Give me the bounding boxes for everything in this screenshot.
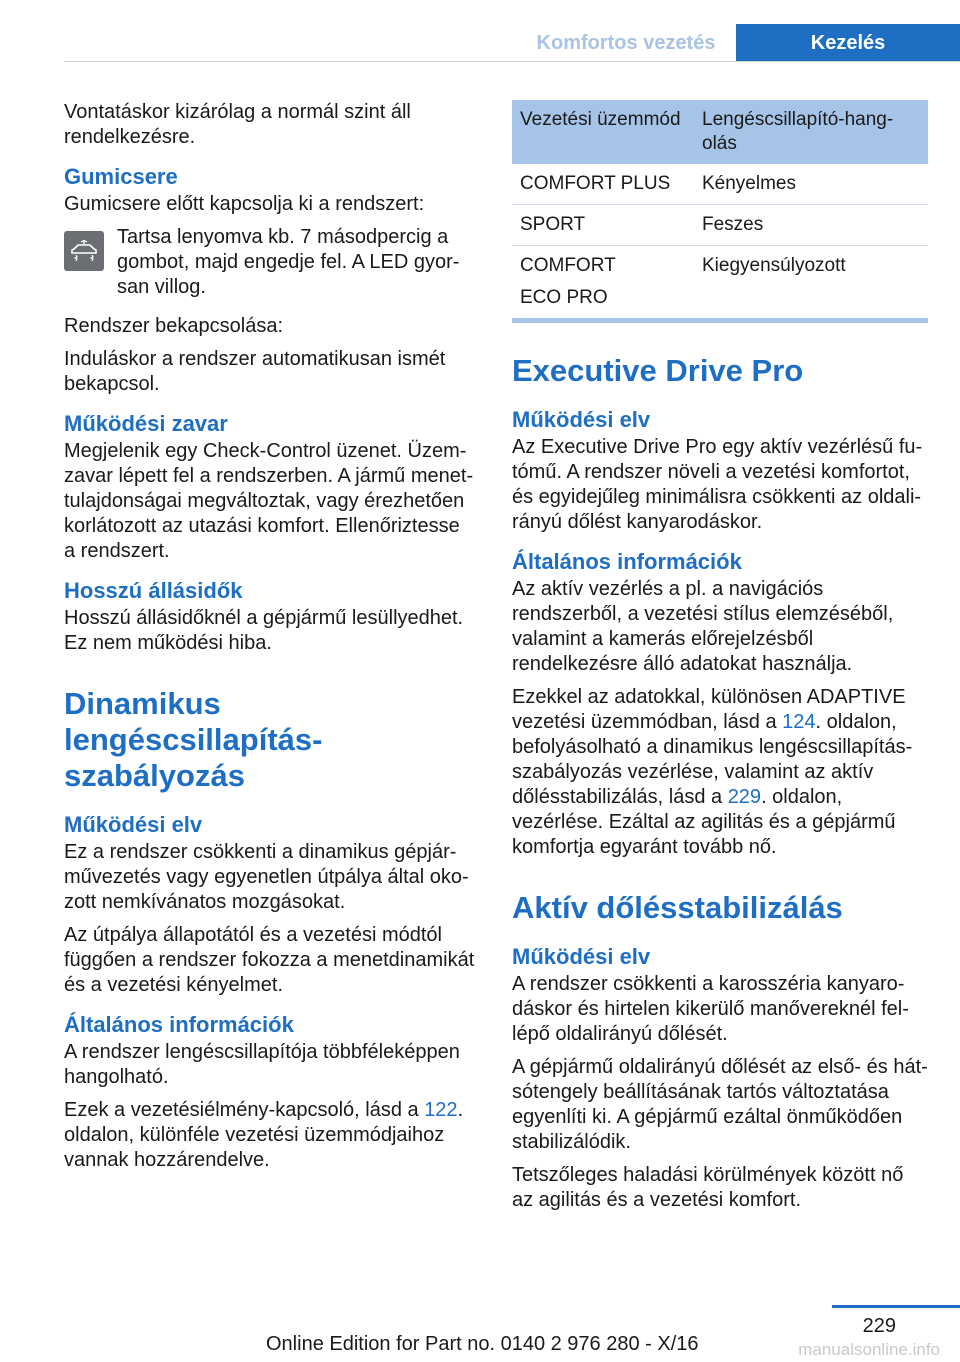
dinamikus-elv-p1: Ez a rendszer csökkenti a dinamikus gépjárművezetés vagy egyenetlen útpálya által okozott nemkívánatos mozgásokat. (64, 841, 469, 913)
dinamikus-elv-p2: Az útpálya állapotától és a vezetési módtól függően a rendszer fokozza a menetdinamikát és a vezetési kényelmet. (64, 924, 475, 996)
table-cell-tuning: Feszes (694, 205, 928, 246)
edp-info-p2 (512, 685, 928, 860)
watermark: manualsonline.info (798, 1340, 940, 1359)
gumicsere-instruction-text: Tartsa lenyomva kb. 7 másodpercig a gombot, majd engedje fel. A LED gyorsan villog. (117, 226, 460, 298)
table-row (512, 164, 928, 205)
table-cell-mode (512, 246, 694, 321)
adst-p1: A rendszer csökkenti a karosszéria kanyarodáskor és hirtelen kikerülő manővereknél fellépő oldalirányú dőlését. (512, 973, 909, 1045)
page-number: 229 (862, 1315, 896, 1337)
mode-line-2: ECO PRO (520, 287, 608, 308)
gumicsere-text: Gumicsere előtt kapcsolja ki a rendszert: (64, 193, 425, 215)
dinamikus-info-p2 (64, 1098, 476, 1173)
table-header-tuning: Lengéscsillapító-hangolás (694, 100, 928, 164)
table-cell-mode (512, 164, 694, 205)
edition-text: Online Edition for Part no. 0140 2 976 280 - X/16 (266, 1333, 699, 1355)
adst-heading: Aktív dőlésstabilizálás (512, 890, 843, 925)
dinamikus-info-p1: A rendszer lengéscsillapítója többféleképpen hangolható. (64, 1041, 460, 1088)
edp-info-part-b: . oldalon, befolyásolható a dinamikus lengéscsillapítás-szabályozás vezérlése, valamint az aktív dőlésstabilizálás, lásd a (512, 711, 913, 808)
page-link-122[interactable]: 122 (424, 1099, 458, 1121)
mode-line: COMFORT PLUS (520, 173, 671, 194)
info-p2-part-b: . oldalon, különféle vezetési üzemmódjaihoz vannak hozzárendelve. (64, 1099, 464, 1171)
edp-info-heading: Általános információk (512, 549, 742, 574)
table-header-row (512, 100, 928, 164)
left-column (64, 100, 476, 1181)
adst-p2: A gépjármű oldalirányú dőlését az első- és hátsótengely beállításának tartós változtatása egyenlíti ki. A gépjármű ezáltal önműködően stabilizálódik. (512, 1056, 928, 1153)
zavar-text: Megjelenik egy Check-Control üzenet. Üzemzavar lépett fel a rendszerben. A jármű menettulajdonságai megváltoztak, vagy érezhetően korlátozott az utazási komfort. Ellenőriztesse a rendszert. (64, 440, 474, 562)
suspension-car-icon (64, 231, 104, 271)
allasido-heading: Hosszú állásidők (64, 578, 243, 603)
header-section-title: Komfortos vezetés (536, 31, 716, 54)
table-cell-tuning: Kiegyensúlyozott (694, 246, 928, 321)
table-cell-mode (512, 205, 694, 246)
edp-info-part-a: Ezekkel az adatokkal, különösen ADAPTIVE vezetési üzemmódban, lásd a (512, 686, 906, 733)
page-link-229[interactable]: 229 (727, 786, 762, 808)
dinamikus-elv-heading: Működési elv (64, 812, 203, 837)
zavar-heading: Működési zavar (64, 411, 228, 436)
gumicsere-heading: Gumicsere (64, 164, 178, 189)
dinamikus-heading: Dinamikus lengéscsillapításszabályozás (64, 686, 323, 793)
edp-info-p1: Az aktív vezérlés a pl. a navigációs rendszerből, a vezetési stílus elemzéséből, valamint a kamerás előrejelzésből rendelkezésre álló adatokat használja. (512, 578, 894, 675)
gumicsere-instruction (64, 225, 476, 300)
adst-elv-heading: Működési elv (512, 944, 651, 969)
page-header (64, 0, 960, 62)
table-header-mode: Vezetési üzemmód (512, 100, 694, 164)
edp-heading: Executive Drive Pro (512, 353, 804, 388)
edp-elv-heading: Működési elv (512, 407, 651, 432)
adst-p3: Tetszőleges haladási körülmények között nő az agilitás és a vezetési komfort. (512, 1164, 904, 1211)
footer-rule (832, 1305, 960, 1308)
dinamikus-info-heading: Általános információk (64, 1012, 294, 1037)
table-row (512, 246, 928, 321)
right-column (512, 100, 928, 1221)
info-p2-part-a: Ezek a vezetésiélmény-kapcsoló, lásd a (64, 1099, 425, 1121)
header-chapter-tab: Kezelés (736, 24, 960, 62)
activate-label: Rendszer bekapcsolása: (64, 315, 284, 337)
driving-mode-table (512, 100, 928, 323)
activate-text: Induláskor a rendszer automatikusan ismét bekapcsol. (64, 348, 446, 395)
allasido-text: Hosszú állásidőknél a gépjármű lesüllyedhet. Ez nem működési hiba. (64, 607, 464, 654)
intro-text: Vontatáskor kizárólag a normál szint áll rendelkezésre. (64, 101, 411, 148)
page-link-124[interactable]: 124 (782, 711, 816, 733)
mode-line: SPORT (520, 214, 586, 235)
mode-line: COMFORT (520, 255, 616, 276)
edp-elv-text: Az Executive Drive Pro egy aktív vezérlésű futómű. A rendszer növeli a vezetési komfortot, és egyidejűleg minimálisra csökkenti az oldalirányú dőlést kanyarodáskor. (512, 436, 923, 533)
edp-info-part-c: . oldalon, vezérlése. Ezáltal az agilitás és a gépjármű komfortja egyaránt tovább nő. (512, 786, 896, 858)
table-cell-tuning: Kényelmes (702, 173, 796, 194)
header-rule (64, 61, 960, 62)
table-row (512, 205, 928, 246)
